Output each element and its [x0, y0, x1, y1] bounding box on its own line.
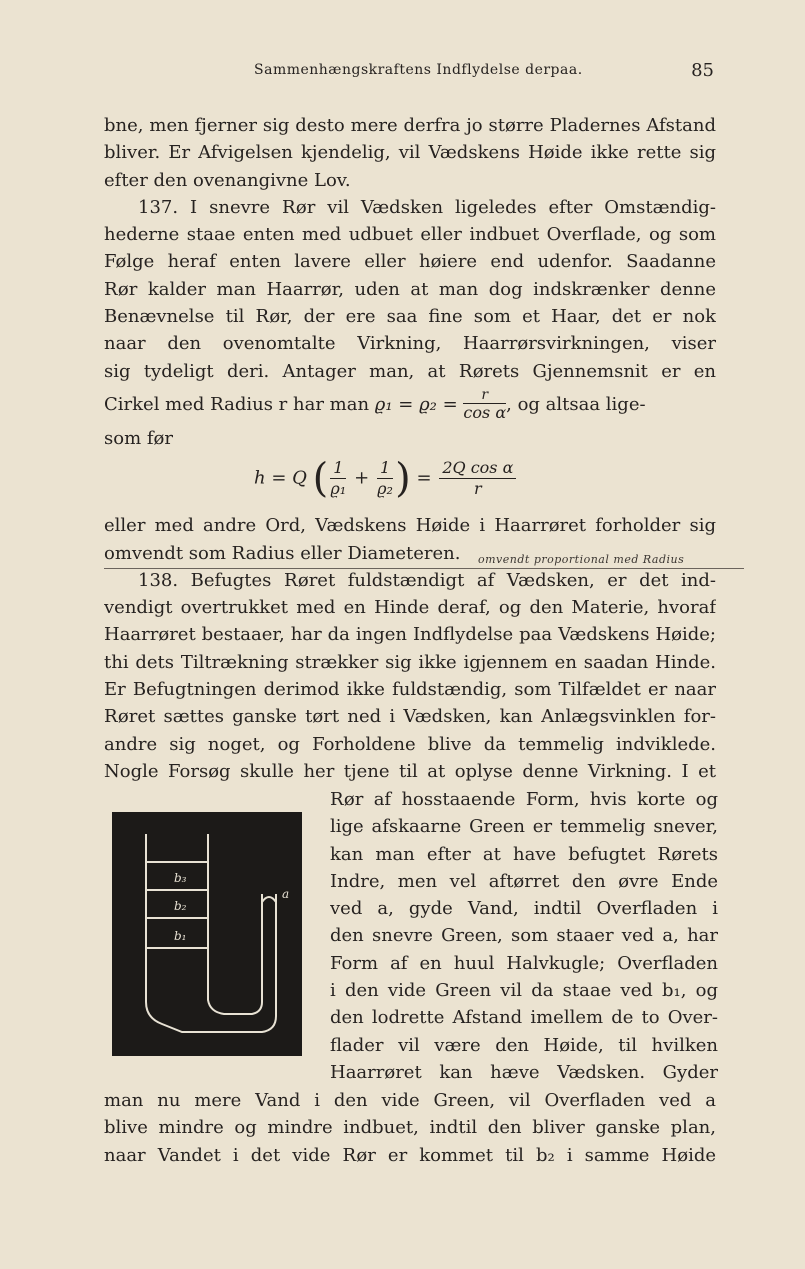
text-line: thi dets Tiltrækning strækker sig ikke igjennem en saadan Hinde. — [104, 651, 716, 673]
tube-diagram — [112, 812, 302, 1056]
text-line: Er Befugtningen derimod ikke fuldstændig, som Tilfældet er naar — [104, 679, 716, 701]
text-line: Røret sættes ganske tørt ned i Vædsken, kan Anlægsvinklen for- — [104, 706, 716, 728]
text-line: hederne staae enten med udbuet eller indbuet Overflade, og som — [104, 224, 716, 246]
fraction-numerator: 2Q cos α — [439, 458, 516, 479]
fraction-denominator: r — [474, 479, 482, 499]
text-line: Haarrøret bestaaer, har da ingen Indflydelse paa Vædskens Høide; — [104, 624, 716, 646]
text-line: bliver. Er Afvigelsen kjendelig, vil Vædskens Høide ikke rette sig — [104, 142, 716, 164]
text-line: Indre, men vel aftørret den øvre Ende — [330, 870, 718, 892]
text-line: naar den ovenomtalte Virkning, Haarrørsvirkningen, viser — [104, 333, 716, 355]
running-head: Sammenhængskraftens Indflydelse derpaa. — [254, 62, 583, 78]
text-line: Haarrøret kan hæve Vædsken. Gyder — [330, 1061, 718, 1083]
text-line: vendigt overtrukket med en Hinde deraf, og den Materie, hvoraf — [104, 597, 716, 619]
label-b2: b₂ — [174, 899, 187, 913]
text-line: ved a, gyde Vand, indtil Overfladen i — [330, 898, 718, 920]
text-line: kan man efter at have befugtet Rørets — [330, 843, 718, 865]
text-line: Nogle Forsøg skulle her tjene til at oplyse denne Virkning. I et — [104, 760, 716, 782]
formula-display — [104, 452, 716, 512]
label-b1: b₁ — [174, 929, 187, 943]
fraction-numerator: 1 — [377, 458, 393, 479]
pencil-annotation: omvendt proportional med Radius — [478, 553, 685, 566]
text-line: Rør kalder man Haarrør, uden at man dog indskrænker denne — [104, 278, 716, 300]
main-text — [104, 112, 716, 785]
text-line: Benævnelse til Rør, der ere saa fine som et Haar, det er nok — [104, 306, 716, 328]
meniscus — [262, 897, 276, 902]
radius-after: , og altsaa lige- — [506, 393, 646, 415]
text-line: den lodrette Afstand imellem de to Over- — [330, 1007, 718, 1029]
fraction-denominator: ϱ₁ — [330, 479, 347, 499]
capillary-formula — [254, 455, 518, 502]
text-line: blive mindre og mindre indbuet, indtil den bliver ganske plan, — [104, 1117, 716, 1139]
inline-fraction — [463, 387, 506, 422]
formula-plus: + — [354, 467, 370, 489]
text-line: man nu mere Vand i den vide Green, vil Overfladen ved a — [104, 1090, 716, 1111]
paren-close: ) — [395, 455, 411, 502]
radius-text: Cirkel med Radius r har man — [104, 393, 375, 415]
text-line: omvendt som Radius eller Diameteren. — [104, 542, 461, 564]
bottom-text — [104, 1087, 716, 1169]
page-header — [104, 62, 714, 86]
text-line: naar Vandet i det vide Rør er kommet til b₂ i samme Høide — [104, 1144, 716, 1166]
text-line: Følge heraf enten lavere eller høiere end udenfor. Saadanne — [104, 251, 716, 273]
pencil-underline — [104, 568, 744, 569]
fraction-1 — [330, 458, 346, 499]
fraction-denominator: cos α — [463, 403, 507, 423]
text-line: Rør af hosstaaende Form, hvis korte og — [330, 789, 718, 810]
tube-outer-wall — [146, 834, 276, 1032]
radius-eq: ϱ₁ = ϱ₂ = — [374, 393, 464, 415]
fraction-2 — [377, 458, 393, 499]
text-line: sig tydeligt deri. Antager man, at Rørets Gjennemsnit er en — [104, 360, 716, 382]
radius-line — [104, 385, 716, 425]
paren-open: ( — [312, 455, 329, 502]
paragraph-138-start: 138. Befugtes Røret fuldstændigt af Vædsken, er det ind- — [138, 569, 716, 591]
right-column-text — [330, 786, 718, 1086]
label-a: a — [282, 887, 290, 901]
text-line: bne, men fjerner sig desto mere derfra jo større Pladernes Afstand — [104, 115, 716, 136]
text-line: Form af en huul Halvkugle; Overfladen — [330, 952, 718, 974]
label-b3: b₃ — [174, 871, 187, 885]
capillary-tube-figure — [112, 812, 302, 1056]
tube-inner-wall — [208, 834, 262, 1014]
fraction-numerator: 1 — [330, 458, 346, 479]
text-line: eller med andre Ord, Vædskens Høide i Haarrøret forholder sig — [104, 515, 716, 537]
text-line: andre sig noget, og Forholdene blive da temmelig indviklede. — [104, 733, 716, 755]
fraction-3 — [439, 458, 516, 499]
text-line: den snevre Green, som staaer ved a, har — [330, 925, 718, 947]
formula-h: h = Q — [254, 467, 307, 489]
fraction-numerator: r — [463, 387, 506, 404]
formula-equals: = — [416, 467, 432, 489]
fraction-denominator: ϱ₂ — [377, 479, 393, 499]
paragraph-137-start: 137. I snevre Rør vil Vædsken ligeledes efter Omstændig- — [138, 196, 716, 218]
text-line: som før — [104, 427, 173, 449]
text-line: lige afskaarne Green er temmelig snever, — [330, 816, 718, 838]
page-number: 85 — [691, 60, 714, 81]
text-line: flader vil være den Høide, til hvilken — [330, 1034, 718, 1056]
text-line: efter den ovenangivne Lov. — [104, 169, 351, 191]
text-line: i den vide Green vil da staae ved b₁, og — [330, 980, 718, 1002]
